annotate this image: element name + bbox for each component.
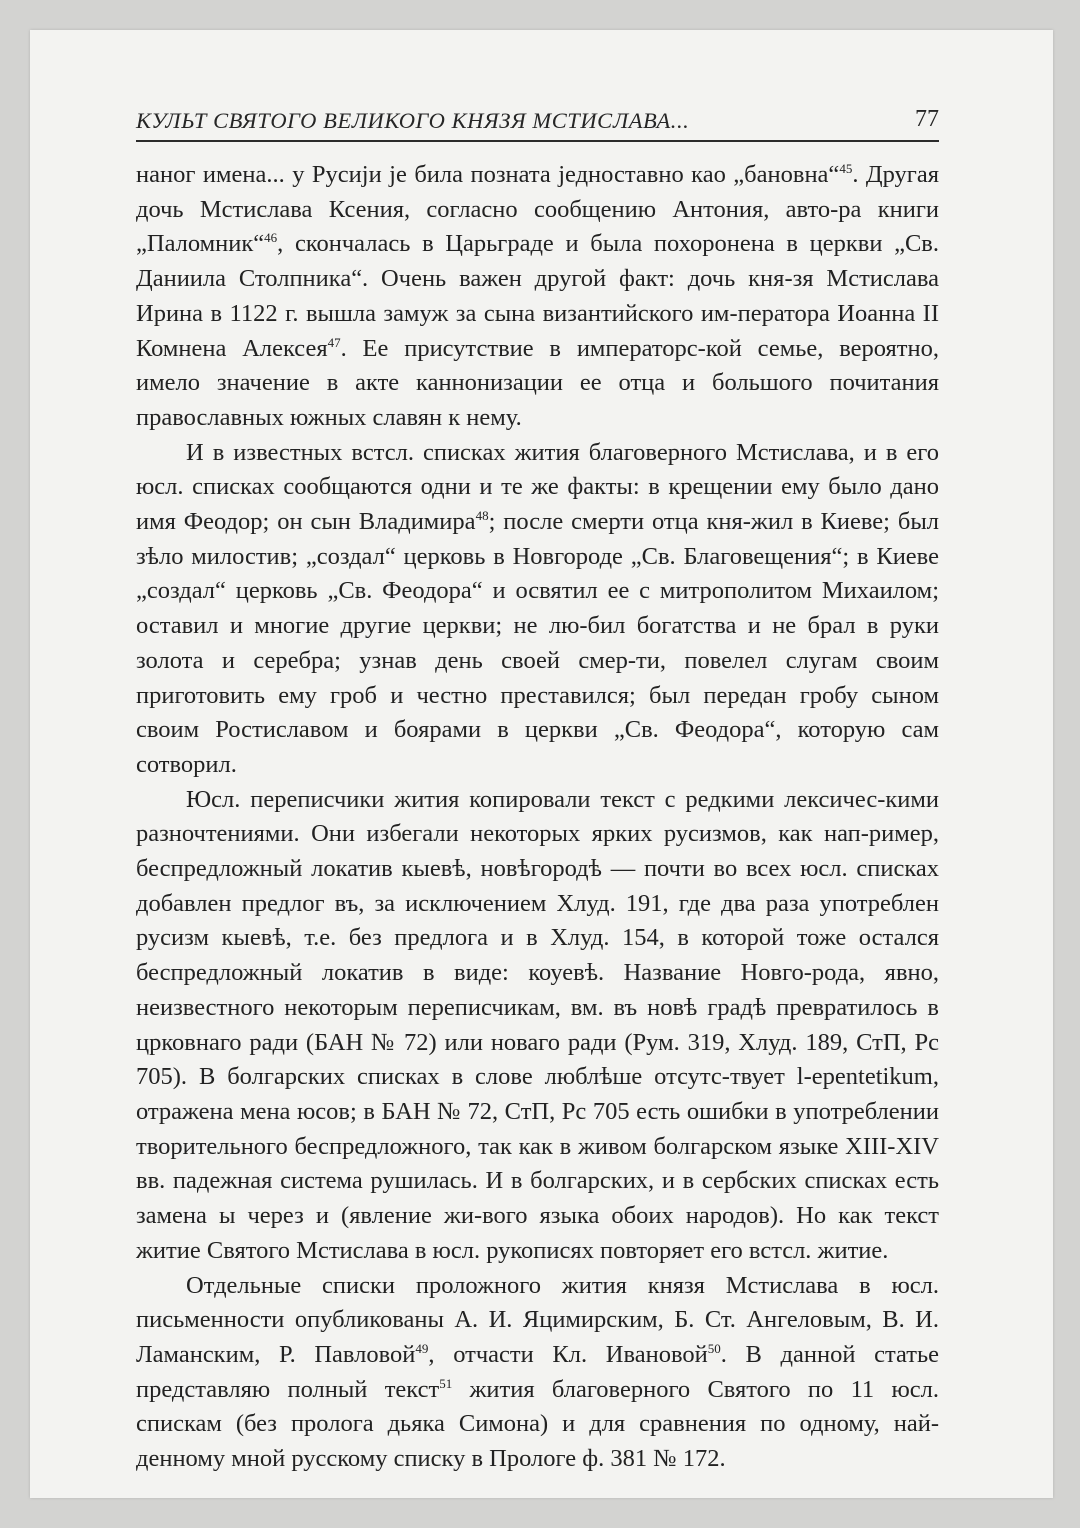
page-number: 77 [915,106,939,132]
paragraph-4 [136,1269,939,1477]
text-run: Юсл. переписчики жития копировали текст с редкими лексичес-кими разночтениями. Они избегали некоторых ярких русизмов, как нап-ример, беспредложный локатив кыевѣ, новѣгородѣ — почти во всех юсл. списках добавлен предлог въ, за исключением Хлуд. 191, где два раза употреблен русизм кыевѣ, т.е. без предлога и в Хлуд. 154, в которой тоже остался беспредложный локатив в виде: коуевѣ. Название Новго-рода, явно, неизвестного некоторым переписчикам, вм. въ новѣ градѣ превратилось в црковнаго ради (БАН № 72) или новаго ради (Рум. 319, Хлуд. 189, СтП, Рс 705). В болгарских списках в слове люблѣше отсутс-твует l-epentetikum, отражена мена юсов; в БАН № 72, СтП, Рс 705 есть ошибки в употреблении творительного беспредложного, так как в живом болгарском языке XIII-XIV вв. падежная система рушилась. И в болгарских, и в сербских списках есть замена ы через и (явление жи-вого языка обоих народов). Но как текст житие Святого Мстислава в юсл. рукописях повторяет его встсл. житие. [136,785,939,1264]
footnote-ref: 49 [415,1340,429,1356]
text-run: . В данной статье представляю полный текст [136,1340,939,1403]
text-run: . Другая дочь Мстислава Ксения, согласно сообщению Антония, авто-ра книги „Паломник“ [136,161,939,258]
footnote-ref: 47 [327,334,341,350]
footnote-ref: 45 [839,161,853,176]
text-run: жития благоверного Святого по 11 юсл. спискам (без пролога дьяка Симона) и для сравнения по одному, най-денному мной русскому списку в Прологе ф. 381 № 172. [136,1375,939,1473]
footnote-ref: 46 [264,230,278,246]
paragraph-3 [136,783,939,1269]
running-title: КУЛЬТ СВЯТОГО ВЕЛИКОГО КНЯЗЯ МСТИСЛАВА... [136,108,690,133]
header-rule [136,140,939,142]
running-header [136,104,939,138]
text-run: , скончалась в Царьграде и была похоронена в церкви „Св. Даниила Столпника“. Очень важен другой факт: дочь кня-зя Мстислава Ирина в 1122 г. вышла замуж за сына византийского им-ператора Иоанна II Комнена Алексея [136,230,939,362]
body-text [136,158,939,1477]
footnote-ref: 48 [475,508,489,524]
text-run: И в известных встсл. списках жития благоверного Мстислава, и в его юсл. списках сообщаются одни и те же факты: в крещении ему было дано имя Феодор; он сын Владимира [136,438,939,536]
text-run: ; после смерти отца кня-жил в Киеве; был зѣло милостив; „создал“ церковь в Новгороде „Св. Благовещения“; в Киеве „создал“ церковь „Св. Феодора“ и освятил ее с митрополитом Михаилом; оставил и многие другие церкви; не лю-бил богатства и не брал в руки золота и серебра; узнав день своей смер-ти, повелел слугам своим приготовить ему гроб и честно преставился; был передан гробу сыном своим Ростиславом и боярами в церкви „Св. Феодора“, которую сам сотворил. [136,508,940,778]
text-run: . Ее присутствие в императорс-кой семье, вероятно, имело значение в акте каннонизации ее отца и большого почитания православных южных славян к нему. [136,334,939,431]
paragraph-1 [136,158,939,436]
text-run: Отдельные списки проложного жития князя Мстислава в юсл. письменности опубликованы А. И. Яцимирским, Б. Ст. Ангеловым, В. И. Ламанским, Р. Павловой [136,1271,939,1368]
text-run: , отчасти Кл. Ивановой [428,1340,708,1368]
footnote-ref: 50 [707,1340,721,1356]
text-run: наног имена... у Русији је била позната једноставно као „бановна“ [136,161,840,188]
footnote-ref: 51 [439,1375,453,1391]
paragraph-2 [136,436,939,783]
